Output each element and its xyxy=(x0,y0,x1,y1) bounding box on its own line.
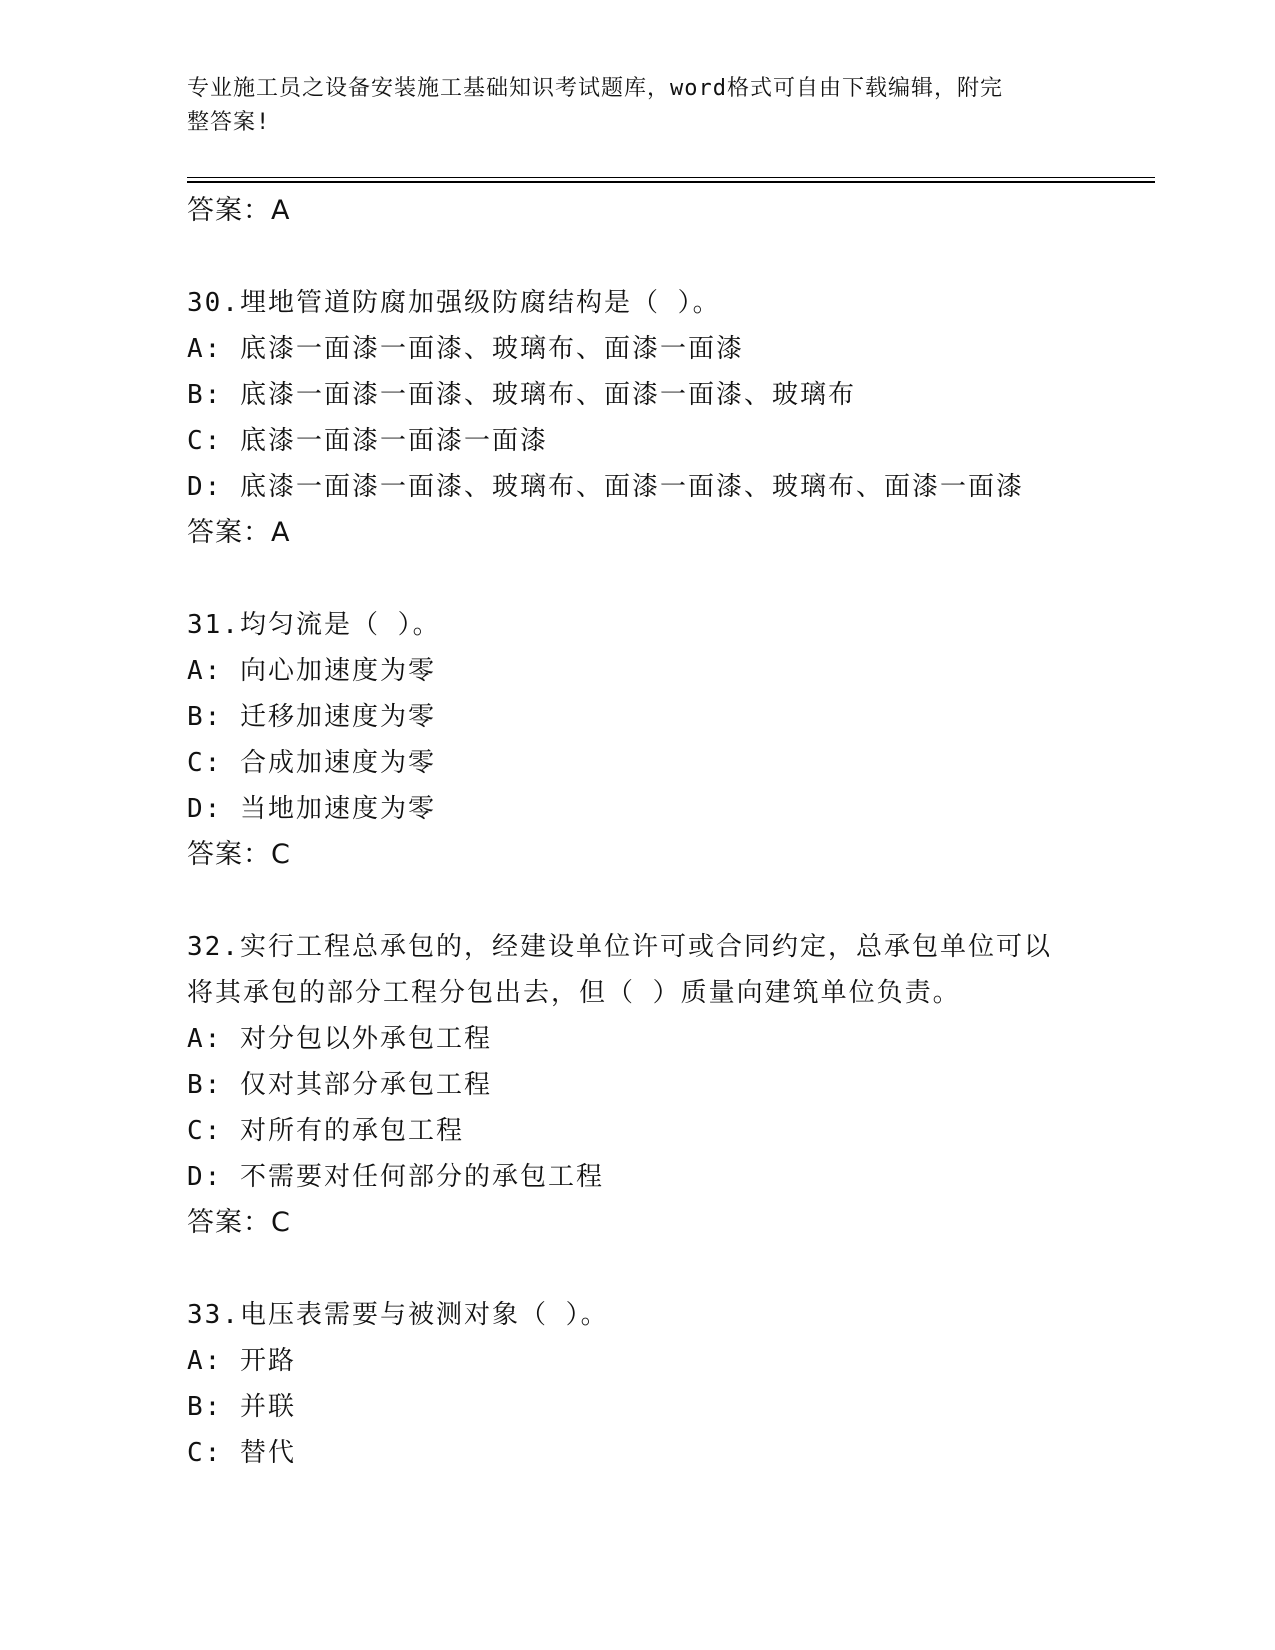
question-31-option-c: C: 合成加速度为零 xyxy=(187,748,436,778)
document-header xyxy=(187,72,1087,140)
header-line-2: 整答案! xyxy=(187,110,271,135)
question-33-option-a: A: 开路 xyxy=(187,1346,296,1376)
question-31-option-d: D: 当地加速度为零 xyxy=(187,794,436,824)
answer-32: 答案：C xyxy=(187,1207,291,1238)
spacer xyxy=(187,556,1087,602)
question-32-text-line-1: 32.实行工程总承包的，经建设单位许可或合同约定，总承包单位可以 xyxy=(187,932,1052,962)
question-list xyxy=(187,188,1087,1476)
header-line-1: 专业施工员之设备安装施工基础知识考试题库，word格式可自由下载编辑，附完 xyxy=(187,76,1003,101)
spacer xyxy=(187,878,1087,924)
question-32-option-c: C: 对所有的承包工程 xyxy=(187,1116,464,1146)
question-32-text-line-2: 将其承包的部分工程分包出去，但（ ）质量向建筑单位负责。 xyxy=(187,978,961,1008)
header-divider-thin xyxy=(187,177,1155,178)
question-32-option-d: D: 不需要对任何部分的承包工程 xyxy=(187,1162,604,1192)
answer-29: 答案：A xyxy=(187,195,291,226)
spacer xyxy=(187,1246,1087,1292)
question-31-option-a: A: 向心加速度为零 xyxy=(187,656,436,686)
answer-31: 答案：C xyxy=(187,839,291,870)
question-32-option-b: B: 仅对其部分承包工程 xyxy=(187,1070,492,1100)
question-33-option-b: B: 并联 xyxy=(187,1392,296,1422)
spacer xyxy=(187,234,1087,280)
question-32-option-a: A: 对分包以外承包工程 xyxy=(187,1024,492,1054)
header-divider-thick xyxy=(187,181,1155,183)
question-30-text: 30.埋地管道防腐加强级防腐结构是（ ）。 xyxy=(187,288,721,318)
question-33-option-c: C: 替代 xyxy=(187,1438,296,1468)
question-30-option-b: B: 底漆一面漆一面漆、玻璃布、面漆一面漆、玻璃布 xyxy=(187,380,856,410)
question-30-option-a: A: 底漆一面漆一面漆、玻璃布、面漆一面漆 xyxy=(187,334,744,364)
question-30-option-c: C: 底漆一面漆一面漆一面漆 xyxy=(187,426,548,456)
question-33-text: 33.电压表需要与被测对象（ ）。 xyxy=(187,1300,609,1330)
answer-30: 答案：A xyxy=(187,517,291,548)
question-31-option-b: B: 迁移加速度为零 xyxy=(187,702,436,732)
question-31-text: 31.均匀流是（ ）。 xyxy=(187,610,441,640)
question-30-option-d: D: 底漆一面漆一面漆、玻璃布、面漆一面漆、玻璃布、面漆一面漆 xyxy=(187,472,1024,502)
